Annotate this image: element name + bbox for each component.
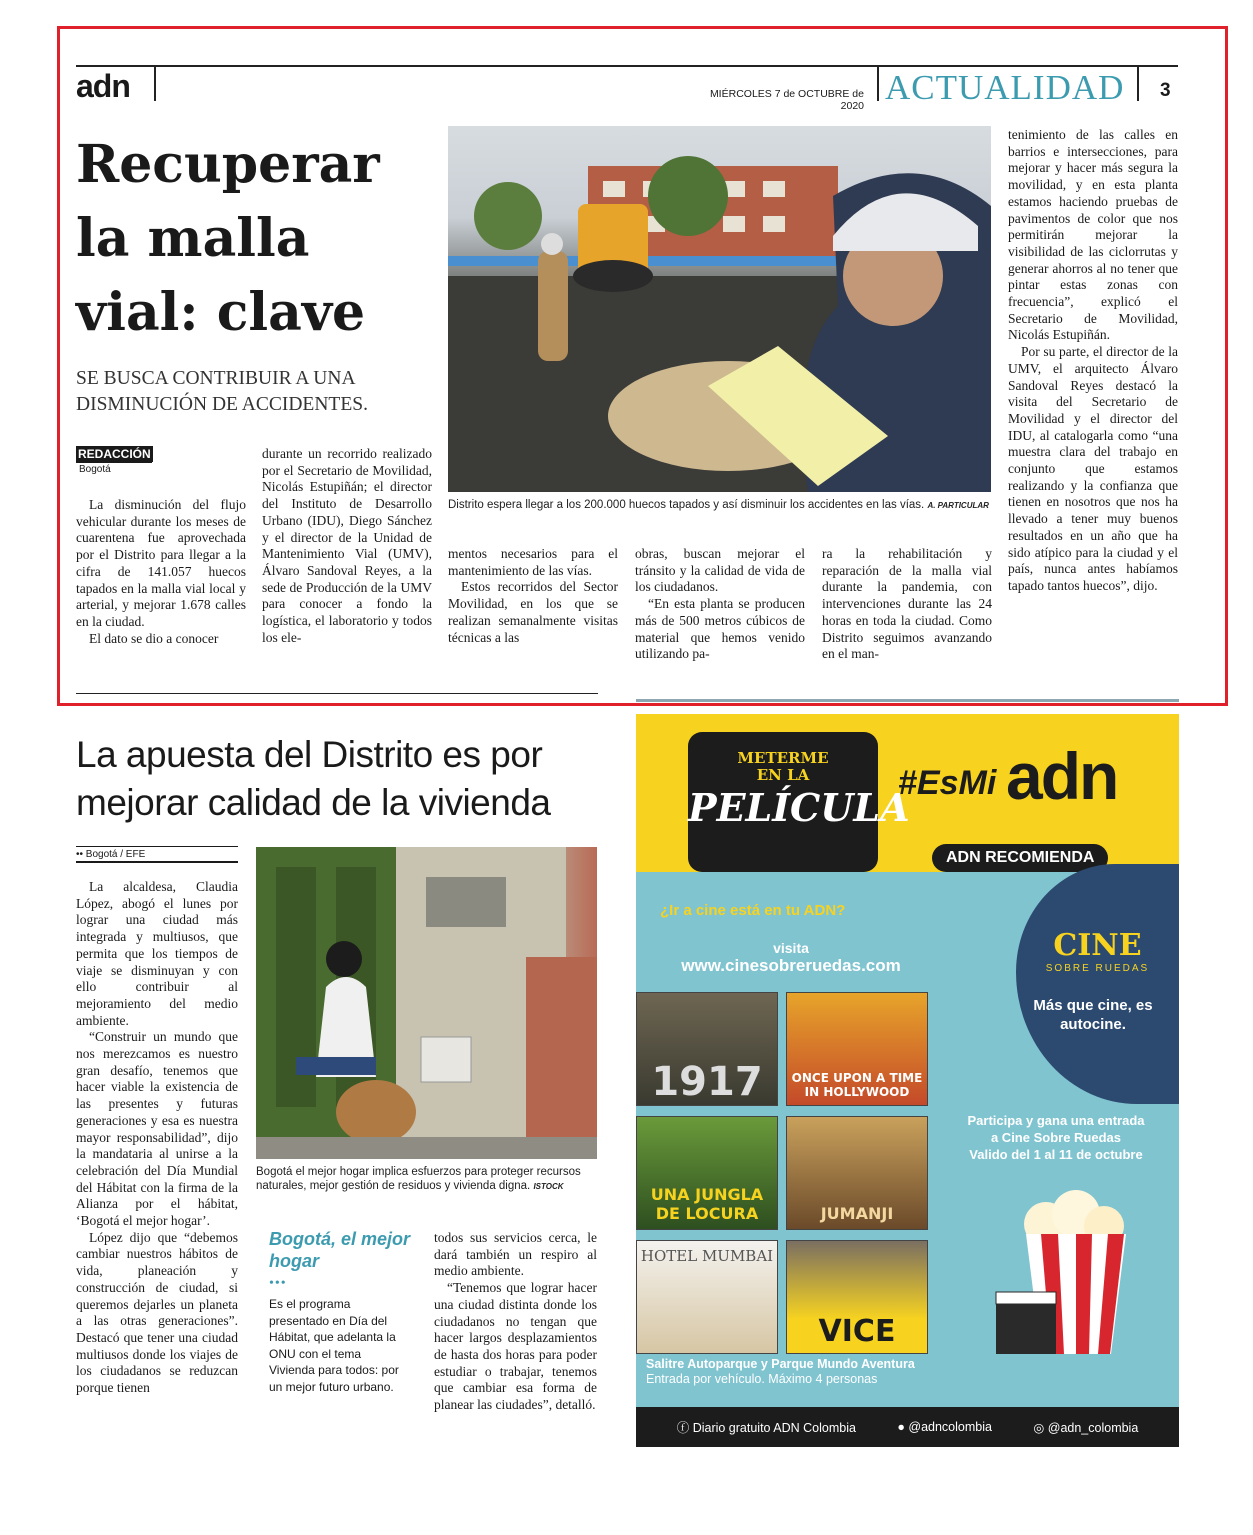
ad-question: ¿Ir a cine está en tu ADN? [660, 902, 846, 919]
visit-label: visita [773, 940, 809, 956]
source-rule [76, 846, 238, 847]
movie-poster: ONCE UPON A TIME IN HOLLYWOOD [786, 992, 928, 1106]
cinema-advertisement [636, 714, 1179, 1447]
article-column: durante un recorrido realizado por el Secretario de Movilidad, Nicolás Estupiñán; el director del Instituto de Desarrollo Urbano (IDU), Diego Sánchez y el director de la Unidad de Mantenimiento Vial (UMV), Álvaro Sandoval Reyes, a la sede de Producción de la UMV para conocer a fondo la logística, el laboratorio y todos los ele- [262, 446, 432, 645]
woman-with-dog-photo [256, 847, 597, 1159]
movie-poster: VICE [786, 1240, 928, 1354]
photo-credit: ISTOCK [533, 1182, 564, 1191]
header-rule [76, 65, 1178, 67]
venue-note: Entrada por vehículo. Máximo 4 personas [646, 1372, 878, 1386]
photo-caption: Distrito espera llegar a los 200.000 huecos tapados y así disminuir los accidentes en las vías. A. PARTICULAR [448, 499, 989, 511]
popcorn-icon [986, 1184, 1166, 1374]
adn-logo: adn [76, 68, 130, 104]
ad-tagline: Más que cine, es autocine. [1033, 997, 1153, 1033]
byline-city: Bogotá [79, 464, 111, 475]
header-divider [877, 67, 879, 101]
ad-rule [636, 699, 1179, 702]
article-column: obras, buscan mejorar el tránsito y la calidad de vida de los ciudadanos. “En esta planta se producen más de 500 metros cúbicos de material que hemos venido utilizando pa- [635, 546, 805, 662]
article-column: La disminución del flujo vehicular durante los meses de cuarentena fue aprovechada por el Distrito para llegar a la cifra de 141.057 huecos tapados en la malla vial local y arterial, y mejorar 1.678 calles en la ciudad. El dato se dio a conocer [76, 497, 246, 646]
movie-poster: UNA JUNGLA DE LOCURA [636, 1116, 778, 1230]
article-column: tenimiento de las calles en barrios e intersecciones, para mejorar y hacer más segura la movilidad, y en esta planta estamos haciendo pruebas de pavimentos de color que nos permitirán mejorar la visibilidad de las ciclorrutas y generar ahorros al no tener que pintar estas zonas con frecuencia”, explicó el Secretario de Movilidad, Nicolás Estupiñán. Por su parte, el director de la UMV, el arquitecto Álvaro Sandoval Reyes destacó la visita del Secretario de Movilidad y el director del IDU, al catalogarla como “una muestra clara del trabajo en conjunto que estamos realizando y la confianza que tienen en nosotros que nos ha llevado a tener muy buenos resultados en un año que ha sido atípico para la ciudad y el país, nunca antes habíamos tapado tantos huecos”, dijo. [1008, 127, 1178, 593]
issue-date: MIÉRCOLES 7 de OCTUBRE de 2020 [709, 88, 864, 112]
movie-poster: 1917 [636, 992, 778, 1106]
byline-rule [76, 462, 152, 463]
article-headline: Recuperar la malla vial: clave [76, 134, 380, 343]
cine-logo: CINE SOBRE RUEDAS [1045, 928, 1150, 974]
instagram-link[interactable]: ◎ @adn_colombia [1033, 1420, 1139, 1435]
social-footer [636, 1407, 1179, 1447]
source-rule [76, 861, 238, 863]
photo-caption: Bogotá el mejor hogar implica esfuerzos para proteger recursos naturales, mejor gestión de residuos y vivienda digna. ISTOCK [256, 1166, 581, 1192]
venue: Salitre Autoparque y Parque Mundo Aventura [646, 1357, 915, 1371]
header-divider [154, 67, 156, 101]
sidebar-text: Es el programa presentado en Día del Hábitat, que adelanta la ONU con el tema Vivienda para todos: por un mejor futuro urbano. [269, 1297, 399, 1394]
twitter-link[interactable]: ● @adncolombia [897, 1420, 992, 1434]
article-deck: SE BUSCA CONTRIBUIR A UNA DISMINUCIÓN DE ACCIDENTES. [76, 368, 368, 415]
movie-poster: HOTEL MUMBAI [636, 1240, 778, 1354]
facebook-link[interactable]: ⓕ Diario gratuito ADN Colombia [676, 1421, 856, 1435]
facebook-icon: ⓕ [676, 1421, 690, 1435]
byline-badge: REDACCIÓN [78, 447, 151, 461]
article-column: mentos necesarios para el mantenimiento de las vías. Estos recorridos del Sector Movilidad, en los que se realizan semanalmente visitas técnicas a las [448, 546, 618, 645]
promo-text: Participa y gana una entrada a Cine Sobre Ruedas Valido del 1 al 11 de octubre [967, 1113, 1145, 1162]
section-title: ACTUALIDAD [885, 68, 1125, 107]
adn-logo: adn [1006, 739, 1118, 813]
article-source: •• Bogotá / EFE [76, 849, 146, 860]
photo-credit: A. PARTICULAR [927, 501, 989, 510]
hashtag: #EsMi [898, 764, 997, 802]
movie-badge: METERME EN LA PELÍCULA [688, 732, 878, 872]
article-column: La alcaldesa, Claudia López, abogó el lunes por lograr una ciudad más integrada y multiusos, que permita que los tiempos de viaje se disminuyan y con ello contribuir al mejoramiento del medio ambiente. “Construir un mundo que nos merezcamos es nuestro gran desafío, tenemos que hacer viable la existencia de las presentes y futuras generaciones y esa es nuestra mayor responsabilidad”, dijo la mandataria al unirse a la celebración del Día Mundial del Hábitat con la firma de la Alianza por el hábitat, ‘Bogotá el mejor hogar’. López dijo que “debemos cambiar nuestros hábitos de vida, planeación y construcción de ciudad, si queremos dejarles un planeta a las otras generaciones”. Destacó que tener una ciudad multiusos donde los viajes de los ciudadanos se reduzcan porque tienen [76, 879, 238, 1396]
page-number: 3 [1160, 80, 1171, 101]
road-crew-photo [448, 126, 991, 492]
instagram-icon: ◎ [1033, 1420, 1045, 1435]
sidebar-title: Bogotá, el mejor hogar [269, 1229, 411, 1271]
article-column: ra la rehabilitación y reparación de la malla vial durante la pandemia, con intervenciones durante las 24 horas en toda la ciudad. Como Distrito seguimos avanzando en el man- [822, 546, 992, 662]
twitter-icon: ● [897, 1420, 905, 1434]
header-divider [1137, 67, 1139, 101]
recommend-badge: ADN RECOMIENDA [932, 844, 1108, 872]
cinema-url[interactable]: www.cinesobreruedas.com [681, 956, 901, 975]
movie-poster: JUMANJI [786, 1116, 928, 1230]
article-headline: La apuesta del Distrito es por mejorar calidad de la vivienda [76, 734, 551, 823]
sidebar-dots: ••• [269, 1276, 287, 1291]
article-column: todos sus servicios cerca, le dará también un respiro al medio ambiente. “Tenemos que lograr hacer una ciudad distinta donde los ciudadanos no tengan que hacer largos desplazamientos de hasta dos horas para poder estudiar o trabajar, tenemos que cambiar esa forma de planear las ciudades”, detalló. [434, 1230, 597, 1413]
section-rule [76, 693, 598, 694]
